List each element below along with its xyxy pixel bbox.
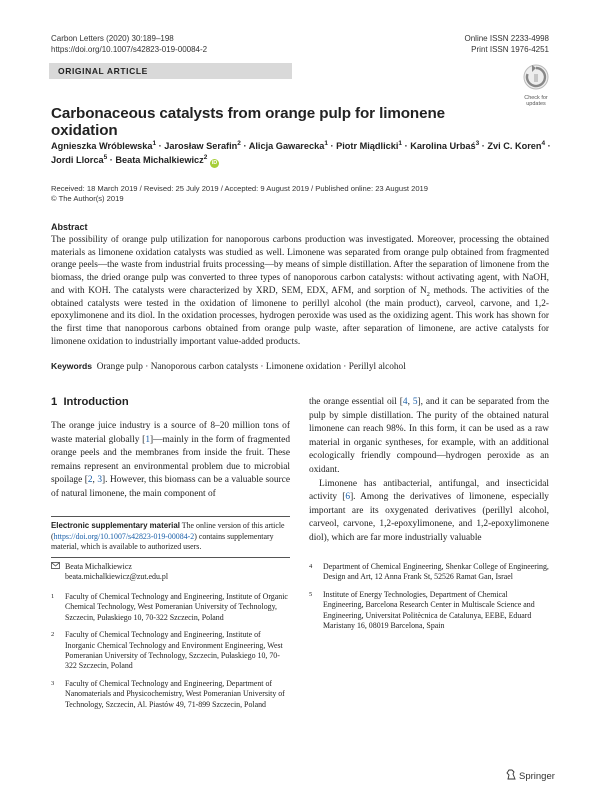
affiliation-number: 2 — [51, 631, 55, 639]
check-updates-label-1: Check for — [524, 95, 548, 101]
print-issn: Print ISSN 1976-4251 — [471, 45, 549, 54]
corresponding-email[interactable]: beata.michalkiewicz@zut.edu.pl — [65, 572, 169, 582]
abstract-heading: Abstract — [51, 222, 88, 232]
citation-link[interactable]: 4 — [402, 397, 408, 407]
author[interactable]: Karolina Urbaś — [410, 141, 476, 151]
affiliation — [51, 630, 291, 672]
affiliation-number: 4 — [309, 563, 313, 570]
affiliation-text: Institute of Energy Technologies, Department of Chemical Engineering, Barcelona Research Center in Multiscale Science and Engineering, Universitat Politècnica de Catalunya, EEBE, Eduard Maristany 16, 08019 Barcelona, Spain — [323, 589, 535, 631]
affiliation-ref: 2 — [203, 153, 208, 161]
text-run: Limonene has antibacterial, antifungal, and insecticidal activity [ — [309, 478, 549, 503]
journal-citation: Carbon Letters (2020) 30:189–198 — [51, 34, 174, 43]
author[interactable]: Beata Michalkiewicz — [115, 155, 204, 165]
section-number: 1 — [51, 396, 58, 408]
text-run: ) contains supplementary material, which is available to authorized users. — [51, 531, 274, 552]
history-dates: Received: 18 March 2019 / Revised: 25 July 2019 / Accepted: 9 August 2019 / Published online: 23 August 2019 — [51, 184, 428, 193]
author-list: Agnieszka Wróblewska$^1$ · Jarosław Serafin$^2$ · Alicja Gawarecka$^1$ · Piotr Miądlicki$^1$ · Karolina Urbaś$^3$ · Zvi C. Koren$^4$ · Jordi Llorca$^5$ · Beata Michalkiewicz$^2$ iD — [51, 139, 551, 166]
orcid-icon[interactable]: iD — [211, 160, 218, 166]
article-doi[interactable]: https://doi.org/10.1007/s42823-019-00084-2 — [51, 45, 208, 54]
author[interactable]: Jarosław Serafin — [164, 141, 238, 151]
esm-link[interactable]: https://doi.org/10.1007/s42823-019-00084-2 — [53, 531, 195, 541]
citation-link[interactable]: 6 — [345, 492, 351, 503]
affiliation-text: Faculty of Chemical Technology and Engineering, Institute of Organic Chemical Technology, West Pomeranian University of Technology, Szczecin, Pułaskiego 10, 70-322 Szczecin, Poland — [65, 592, 288, 622]
keywords-label: Keywords — [51, 361, 93, 371]
section-heading — [51, 396, 129, 408]
affiliation-ref: 1 — [152, 139, 157, 147]
online-issn: Online ISSN 2233-4998 — [464, 34, 549, 43]
author[interactable]: Zvi C. Koren — [487, 141, 542, 151]
affiliation-ref: 4 — [541, 139, 546, 147]
affiliation-ref: 3 — [475, 139, 480, 147]
citation-link[interactable]: 2 — [87, 475, 93, 486]
affiliation-number: 5 — [309, 590, 313, 598]
envelope-icon — [51, 562, 65, 583]
affiliation-ref: 1 — [398, 139, 403, 147]
footnote-divider — [51, 516, 290, 517]
abstract-part-1: The possibility of orange pulp utilization for nanoporous carbons production was investigated. Moreover, processing the obtained materials as limonene oxidation catalysts was studied as well. Limonene was separated from orange pulp obtained from fragmented orange peels—the waste from industrial fruits processing—by means of simple distillation. After the separation of limonene from the biomass, the dried orange pulp was converted to three types of nanoporous carbon catalysts: without activating agent, with NaOH, and with KOH. The catalysts were characterized by XRD, SEM, EDX, AFM, and sorption of N — [51, 235, 549, 296]
publication-dates — [51, 184, 428, 204]
copyright: © The Author(s) 2019 — [51, 194, 124, 203]
affiliation — [309, 590, 549, 632]
citation-link[interactable]: 5 — [412, 397, 418, 407]
text-run: The orange juice industry is a source of 8–20 million tons of waste material globally [ — [51, 421, 290, 445]
esm-label: Electronic supplementary material — [51, 521, 180, 530]
affiliation-number: 3 — [51, 679, 55, 687]
affiliation-ref: 5 — [103, 153, 108, 161]
affiliations-left — [51, 592, 291, 710]
check-for-updates-badge[interactable] — [519, 64, 553, 107]
affiliation — [309, 562, 549, 583]
text-run: ]—mainly in the form of fragmented orange peels and the membranes from inside the fruit. These remains represent an environmental problem due to microbial spoilage [ — [51, 434, 291, 486]
publisher-logo — [506, 769, 555, 783]
citation-link[interactable]: 3 — [97, 475, 103, 486]
author[interactable]: Alicja Gawarecka — [248, 141, 325, 151]
right-column-text — [309, 396, 549, 546]
keywords-list: Orange pulp · Nanoporous carbon catalysts · Limonene oxidation · Perillyl alcohol — [96, 362, 406, 372]
text-run: ]. Among the derivatives of limonene, especially important are its oxygenated derivatives (perillyl alcohol, carveol, carvone, 1,2-epoxylimonene, and 1,2-epoxylimonene diol), which are far more industrially valuable — [309, 492, 549, 543]
text-run: ], and it can be separated from the pulp by simple distillation. The purity of the obtained natural limonene can reach 98%. In this form, it can be used as a raw material in organic syntheses, for example, with an additional ecologically friendly compound—hydrogen peroxide as an oxidant. — [309, 397, 549, 475]
affiliation — [51, 592, 291, 623]
article-type-badge: ORIGINAL ARTICLE — [49, 63, 292, 79]
abstract-subscript: 2 — [426, 290, 430, 298]
author[interactable]: Piotr Miądlicki — [336, 141, 399, 151]
publisher-name: Springer — [519, 770, 555, 782]
section-title: Introduction — [63, 396, 129, 408]
left-column-text — [51, 420, 290, 502]
affiliation-text: Faculty of Chemical Technology and Engineering, Department of Nanomaterials and Physicochemistry, West Pomeranian University of Technology, Szczecin, Al. Piastów 49, 71-899 Szczecin, Poland — [65, 678, 285, 709]
affiliations-right — [309, 562, 549, 631]
article-title: Carbonaceous catalysts from orange pulp for limonene oxidation — [51, 105, 445, 139]
footnote-divider — [51, 557, 290, 558]
text-run: ]. However, this biomass can be a valuable source of natural limonene, the main component of — [51, 475, 291, 499]
check-updates-label-2: updates — [526, 101, 546, 107]
corresponding-author — [51, 562, 291, 583]
keywords — [51, 361, 549, 372]
author[interactable]: Jordi Llorca — [51, 155, 104, 165]
text-run: , — [407, 397, 413, 407]
author[interactable]: Agnieszka Wróblewska — [51, 141, 153, 151]
text-run: The online version of this article ( — [51, 521, 285, 541]
text-run: , — [92, 475, 98, 486]
affiliation — [51, 679, 291, 710]
paragraph — [309, 396, 549, 478]
affiliation-text: Faculty of Chemical Technology and Engineering, Institute of Inorganic Chemical Technology and Environment Engineering, West Pomeranian University of Technology, Szczecin, Pułaskiego 10, 70-322 Szczecin, Poland — [65, 630, 283, 671]
affiliation-number: 1 — [51, 593, 55, 600]
esm-note — [51, 521, 291, 553]
corresponding-name: Beata Michalkiewicz — [65, 562, 132, 571]
text-run: the orange essential oil [ — [309, 397, 403, 407]
paragraph — [51, 420, 290, 502]
abstract-text — [51, 234, 549, 348]
citation-link[interactable]: 1 — [145, 434, 150, 445]
affiliation-ref: 2 — [237, 139, 241, 147]
abstract-part-2: methods. The activities of the obtained catalysts were tested in the oxidation of limonene to perillyl alcohol (the main product), carveol, carvone, and 1,2-epoxylimonene and its diol. In the oxidation processes, hydrogen peroxide was used as the oxidizing agent. This work has shown for the first time that nanoporous carbons obtained from orange pulp waste, after separation of limonene, are active catalysts for limonene oxidation to industrially important value-added products. — [51, 285, 549, 347]
check-updates-icon — [523, 77, 549, 94]
affiliation-ref: 1 — [324, 139, 328, 147]
springer-horse-icon — [506, 769, 516, 783]
paragraph — [309, 478, 549, 546]
affiliation-text: Department of Chemical Engineering, Shenkar College of Engineering, Design and Art, 12 Anna Frank St, 52526 Ramat Gan, Israel — [323, 562, 549, 582]
